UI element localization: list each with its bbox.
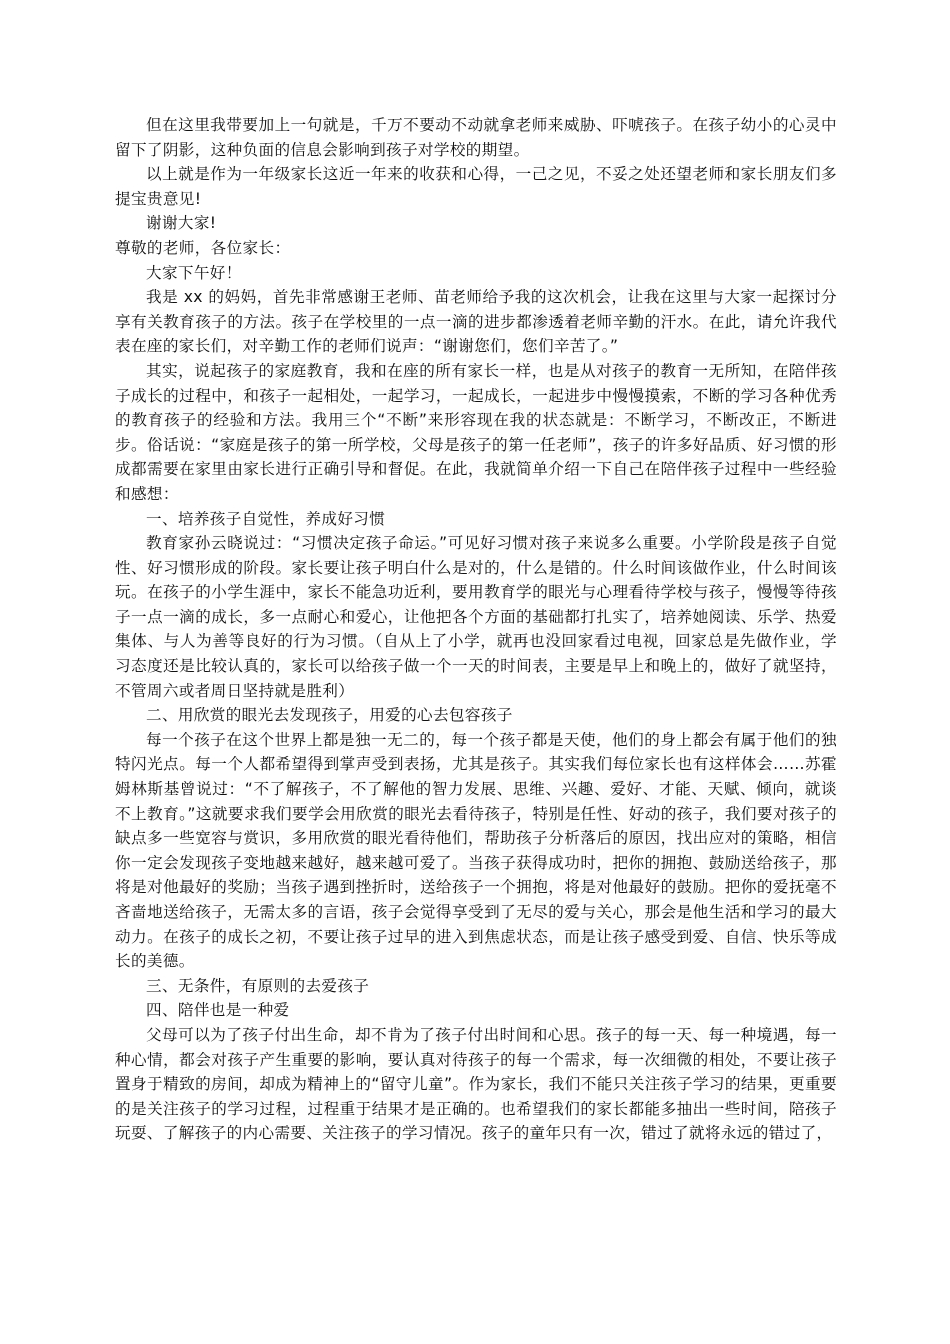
paragraph-introduction: 我是 xx 的妈妈，首先非常感谢王老师、苗老师给予我的这次机会，让我在这里与大家一起探讨分享有关教育孩子的方法。孩子在学校里的一点一滴的进步都渗透着老师辛勤的汗水。在此，请允许我代表在座的家长们，对辛勤工作的老师们说声：“谢谢您们，您们辛苦了。” bbox=[115, 288, 837, 356]
section-heading-4: 四、陪伴也是一种爱 bbox=[146, 1001, 290, 1020]
paragraph-intro-warning: 但在这里我带要加上一句就是，千万不要动不动就拿老师来威胁、吓唬孩子。在孩子幼小的心灵中留下了阴影，这种负面的信息会影响到孩子对学校的期望。 bbox=[115, 116, 837, 159]
paragraph-habits: 教育家孙云晓说过：“习惯决定孩子命运。”可见好习惯对孩子来说多么重要。小学阶段是孩子自觉性、好习惯形成的阶段。家长要让孩子明白什么是对的，什么是错的。什么时间该做作业，什么时间该玩。在孩子的小学生涯中，家长不能急功近利，要用教育学的眼光与心理看待学校与孩子，慢慢等待孩子一点一滴的成长，多一点耐心和爱心，让他把各个方面的基础都打扎实了，培养她阅读、乐学、热爱集体、与人为善等良好的行为习惯。（自从上了小学，就再也没回家看过电视，回家总是先做作业，学习态度还是比较认真的，家长可以给孩子做一个一天的时间表，主要是早上和晚上的，做好了就坚持，不管周六或者周日坚持就是胜利） bbox=[115, 534, 837, 700]
salutation: 尊敬的老师，各位家长： bbox=[115, 238, 291, 257]
section-heading-1: 一、培养孩子自觉性，养成好习惯 bbox=[146, 509, 386, 528]
paragraph-family-education: 其实，说起孩子的家庭教育，我和在座的所有家长一样，也是从对孩子的教育一无所知，在陪伴孩子成长的过程中，和孩子一起相处，一起学习，一起成长，一起进步中慢慢摸索，不断的学习各种优秀的教育孩子的经验和方法。我用三个“不断”来形容现在我的状态就是：不断学习，不断改正，不断进步。俗话说：“家庭是孩子的第一所学校，父母是孩子的第一任老师”，孩子的许多好品质、好习惯的形成都需要在家里由家长进行正确引导和督促。在此，我就简单介绍一下自己在陪伴孩子过程中一些经验和感想： bbox=[115, 361, 837, 503]
section-heading-3: 三、无条件，有原则的去爱孩子 bbox=[146, 976, 370, 995]
paragraph-appreciation: 每一个孩子在这个世界上都是独一无二的，每一个孩子都是天使，他们的身上都会有属于他们的独特闪光点。每一个人都希望得到掌声受到表扬，尤其是孩子。其实我们每位家长也有这样体会……苏霍姆林斯基曾说过：“不了解孩子，不了解他的智力发展、思维、兴趣、爱好、才能、天赋、倾向，就谈不上教育。”这就要求我们要学会用欣赏的眼光去看待孩子，特别是任性、好动的孩子，我们要对孩子的缺点多一些宽容与赏识，多用欣赏的眼光看待他们，帮助孩子分析落后的原因，找出应对的策略，相信你一定会发现孩子变地越来越好，越来越可爱了。当孩子获得成功时，把你的拥抱、鼓励送给孩子，那将是对他最好的奖励；当孩子遇到挫折时，送给孩子一个拥抱，将是对他最好的鼓励。把你的爱抚毫不吝啬地送给孩子，无需太多的言语，孩子会觉得享受到了无尽的爱与关心，那会是他生活和学习的最大动力。在孩子的成长之初，不要让孩子过早的进入到焦虑状态，而是让孩子感受到爱、自信、快乐等成长的美德。 bbox=[115, 730, 837, 971]
document-page bbox=[115, 113, 837, 1146]
greeting: 大家下午好！ bbox=[146, 263, 242, 282]
section-heading-2: 二、用欣赏的眼光去发现孩子，用爱的心去包容孩子 bbox=[146, 706, 513, 725]
paragraph-companionship: 父母可以为了孩子付出生命，却不肯为了孩子付出时间和心思。孩子的每一天、每一种境遇，每一种心情，都会对孩子产生重要的影响，要认真对待孩子的每一个需求，每一次细微的相处，不要让孩子置身于精致的房间，却成为精神上的“留守儿童”。作为家长，我们不能只关注孩子学习的结果，更重要的是关注孩子的学习过程，过程重于结果才是正确的。也希望我们的家长都能多抽出一些时间，陪孩子玩耍、了解孩子的内心需要、关注孩子的学习情况。孩子的童年只有一次，错过了就将永远的错过了， bbox=[115, 1025, 837, 1143]
paragraph-thanks: 谢谢大家! bbox=[146, 214, 217, 233]
paragraph-summary: 以上就是作为一年级家长这近一年来的收获和心得，一己之见，不妥之处还望老师和家长朋友们多提宝贵意见! bbox=[115, 165, 837, 208]
